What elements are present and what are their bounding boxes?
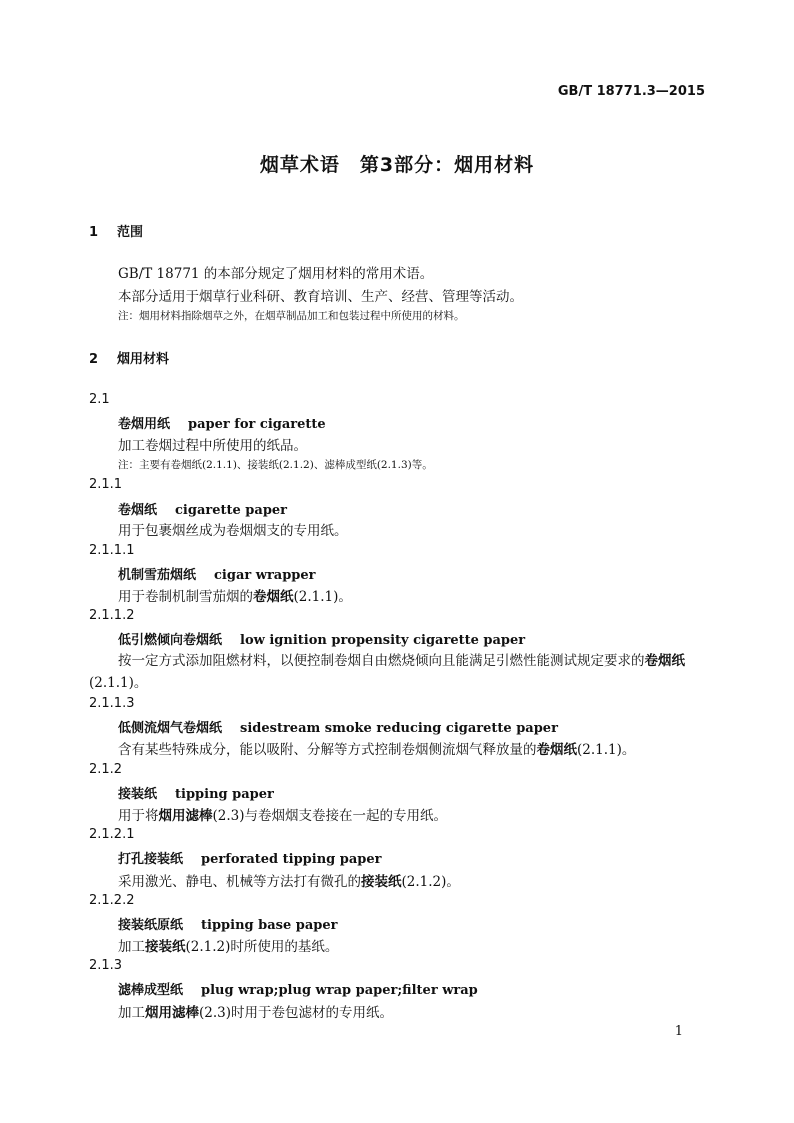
term-en: cigarette paper <box>175 503 288 518</box>
term-zh: 机制雪茄烟纸 <box>118 568 197 583</box>
term-en: perforated tipping paper <box>201 852 382 867</box>
term-zh: 打孔接装纸 <box>118 852 184 867</box>
scope-paragraph-2: 本部分适用于烟草行业科研、教育培训、生产、经营、管理等活动。 <box>118 289 523 305</box>
entry-definition: 采用激光、静电、机械等方法打有微孔的接装纸(2.1.2)。 <box>118 874 460 890</box>
entry-definition: 加工卷烟过程中所使用的纸品。 <box>118 438 307 454</box>
term-zh: 低侧流烟气卷烟纸 <box>118 721 223 736</box>
term-en: low ignition propensity cigarette paper <box>240 633 526 648</box>
scope-paragraph-1: GB/T 18771 的本部分规定了烟用材料的常用术语。 <box>118 266 434 282</box>
entry-note: 注：主要有卷烟纸(2.1.1)、接装纸(2.1.2)、滤棒成型纸(2.1.3)等。 <box>118 459 433 471</box>
entry-number: 2.1.1.3 <box>89 696 135 711</box>
entry-term <box>118 783 274 802</box>
standard-number: GB/T 18771.3—2015 <box>557 84 705 99</box>
entry-number: 2.1.2.1 <box>89 827 135 842</box>
entry-term <box>118 979 478 998</box>
scope-note: 注：烟用材料指除烟草之外，在烟草制品加工和包装过程中所使用的材料。 <box>118 310 465 322</box>
entry-definition: 按一定方式添加阻燃材料，以便控制卷烟自由燃烧倾向且能满足引燃性能测试规定要求的卷烟纸(2.1.1)。 <box>89 653 685 691</box>
entry-number: 2.1.1.2 <box>89 608 135 623</box>
entry-term <box>118 629 525 648</box>
term-zh: 滤棒成型纸 <box>118 983 184 998</box>
term-en: plug wrap;plug wrap paper;filter wrap <box>201 983 478 998</box>
term-zh: 卷烟用纸 <box>118 417 171 432</box>
term-en: tipping paper <box>175 787 274 802</box>
term-zh: 接装纸 <box>118 787 158 802</box>
section-1-heading <box>89 221 143 240</box>
entry-term <box>118 499 287 518</box>
document-title: 烟草术语 第3部分：烟用材料 <box>259 154 535 176</box>
entry-term <box>118 848 382 867</box>
entry-term <box>118 564 316 583</box>
entry-definition: 用于将烟用滤棒(2.3)与卷烟烟支卷接在一起的专用纸。 <box>118 808 448 824</box>
entry-term <box>118 914 338 933</box>
section-title: 范围 <box>117 225 144 240</box>
section-2-heading <box>89 348 169 367</box>
entry-definition: 用于卷制机制雪茄烟的卷烟纸(2.1.1)。 <box>118 589 352 605</box>
term-en: tipping base paper <box>201 918 338 933</box>
entry-number: 2.1.2 <box>89 762 123 777</box>
entry-definition: 加工接装纸(2.1.2)时所使用的基纸。 <box>118 939 339 955</box>
section-number: 2 <box>89 352 99 367</box>
term-en: sidestream smoke reducing cigarette paper <box>240 721 558 736</box>
section-title: 烟用材料 <box>117 352 170 367</box>
entry-term <box>118 413 326 432</box>
entry-number: 2.1.1.1 <box>89 543 135 558</box>
entry-number: 2.1.2.2 <box>89 893 135 908</box>
term-zh: 卷烟纸 <box>118 503 158 518</box>
entry-number: 2.1.1 <box>89 477 123 492</box>
term-zh: 接装纸原纸 <box>118 918 184 933</box>
term-zh: 低引燃倾向卷烟纸 <box>118 633 223 648</box>
entry-definition: 用于包裹烟丝成为卷烟烟支的专用纸。 <box>118 523 348 539</box>
entry-definition: 加工烟用滤棒(2.3)时用于卷包滤材的专用纸。 <box>118 1005 394 1021</box>
page-number: 1 <box>674 1024 683 1039</box>
entry-number: 2.1.3 <box>89 958 123 973</box>
term-en: cigar wrapper <box>214 568 316 583</box>
entry-definition: 含有某些特殊成分，能以吸附、分解等方式控制卷烟侧流烟气释放量的卷烟纸(2.1.1)。 <box>118 742 636 758</box>
entry-number: 2.1 <box>89 392 110 407</box>
entry-term <box>118 717 558 736</box>
section-number: 1 <box>89 225 99 240</box>
term-en: paper for cigarette <box>188 417 326 432</box>
